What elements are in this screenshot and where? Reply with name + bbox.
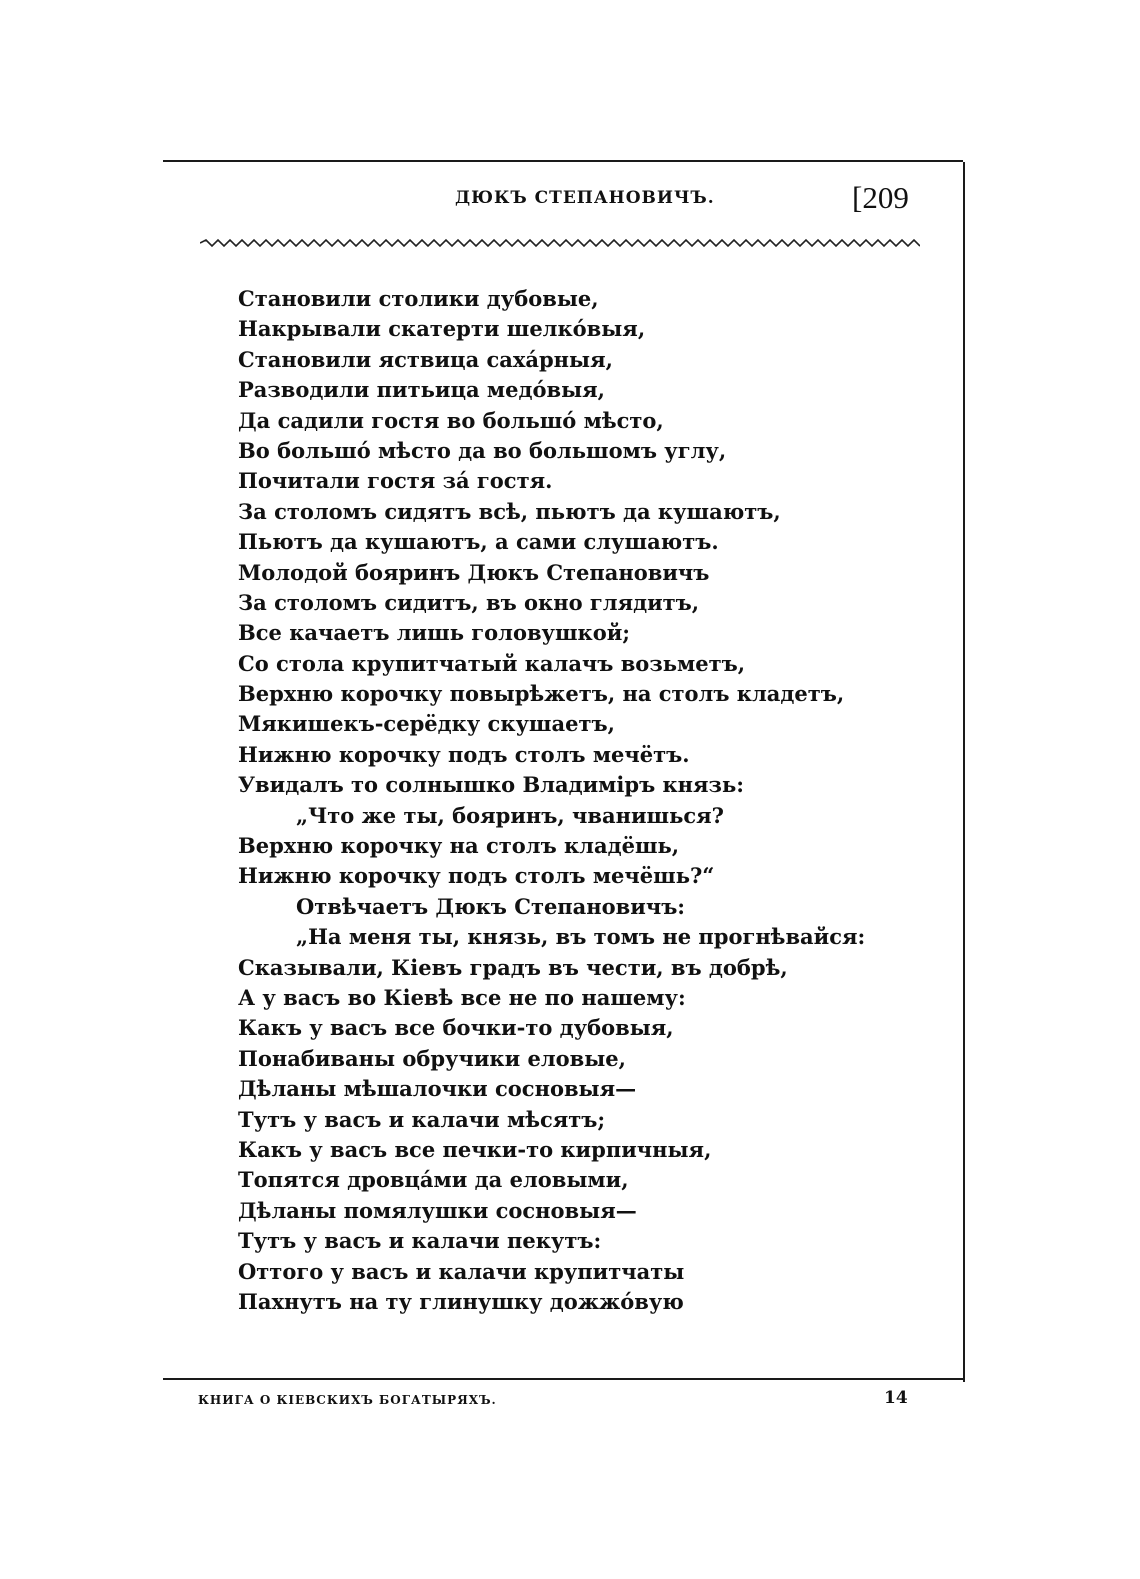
poem-line: Тутъ у васъ и калачи пекутъ: — [238, 1228, 602, 1254]
poem-line: Понабиваны обручики еловые, — [238, 1045, 626, 1071]
poem-line: Почитали гостя зá гостя. — [238, 468, 553, 494]
poem-line: Какъ у васъ все печки-то кирпичныя, — [238, 1136, 712, 1162]
poem-line: За столомъ сидятъ всѣ, пьютъ да кушаютъ, — [238, 498, 781, 524]
footer-book-title: КНИГА О КІЕВСКИХЪ БОГАТЫРЯХЪ. — [198, 1393, 497, 1407]
poem-line: За столомъ сидитъ, въ окно глядитъ, — [238, 589, 700, 615]
poem-line: Становили яствица сахáрныя, — [238, 346, 613, 372]
poem-line: Увидалъ то солнышко Владиміръ князь: — [238, 772, 744, 798]
poem-line: Пьютъ да кушаютъ, а сами слушаютъ. — [238, 529, 719, 555]
poem-text — [238, 284, 938, 1317]
poem-line: Разводили питьица медóвыя, — [238, 377, 605, 403]
poem-line: Верхню корочку на столъ кладёшь, — [238, 833, 680, 859]
page-number: [209 — [852, 180, 909, 215]
poem-line: Тутъ у васъ и калачи мѣсятъ; — [238, 1106, 606, 1132]
poem-line: Дѣланы мѣшалочки сосновыя— — [238, 1076, 637, 1102]
poem-line: Да садили гостя во большó мѣсто, — [238, 407, 664, 433]
poem-line: А у васъ во Кіевѣ все не по нашему: — [238, 984, 686, 1010]
poem-line: Во большó мѣсто да во большомъ углу, — [238, 437, 727, 463]
poem-line: „На меня ты, князь, въ томъ не прогнѣвайся: — [296, 924, 866, 950]
poem-line: Все качаетъ лишь головушкой; — [238, 620, 631, 646]
poem-line: Накрывали скатерти шелкóвыя, — [238, 316, 646, 342]
poem-line: Дѣланы помялушки сосновыя— — [238, 1197, 637, 1223]
bottom-rule — [163, 1378, 963, 1380]
poem-line: „Что же ты, бояринъ, чванишься? — [296, 802, 724, 828]
poem-line: Пахнутъ на ту глинушку дожжóвую — [238, 1288, 684, 1314]
signature-mark: 14 — [884, 1388, 908, 1408]
poem-line: Какъ у васъ все бочки-то дубовыя, — [238, 1015, 674, 1041]
poem-line: Нижню корочку подъ столъ мечёшь?“ — [238, 863, 715, 889]
poem-line: Верхню корочку повырѣжетъ, на столъ кладетъ, — [238, 681, 845, 707]
poem-line: Сказывали, Кіевъ градъ въ чести, въ добрѣ, — [238, 954, 788, 980]
running-head-title: ДЮКЪ СТЕПАНОВИЧЪ. — [455, 188, 715, 208]
top-rule — [163, 160, 963, 162]
poem-line: Отвѣчаетъ Дюкъ Степановичъ: — [296, 893, 686, 919]
poem-line: Оттого у васъ и калачи крупитчаты — [238, 1258, 685, 1284]
right-border-rule — [963, 162, 965, 1382]
wavy-ornament-rule — [200, 236, 920, 250]
poem-line: Молодой бояринъ Дюкъ Степановичъ — [238, 559, 710, 585]
poem-line: Со стола крупитчатый калачъ возьметъ, — [238, 650, 746, 676]
poem-line: Нижню корочку подъ столъ мечётъ. — [238, 741, 690, 767]
poem-line: Становили столики дубовые, — [238, 286, 599, 311]
poem-line: Мякишекъ-серёдку скушаетъ, — [238, 711, 615, 737]
poem-line: Топятся дровцáми да еловыми, — [238, 1167, 629, 1193]
